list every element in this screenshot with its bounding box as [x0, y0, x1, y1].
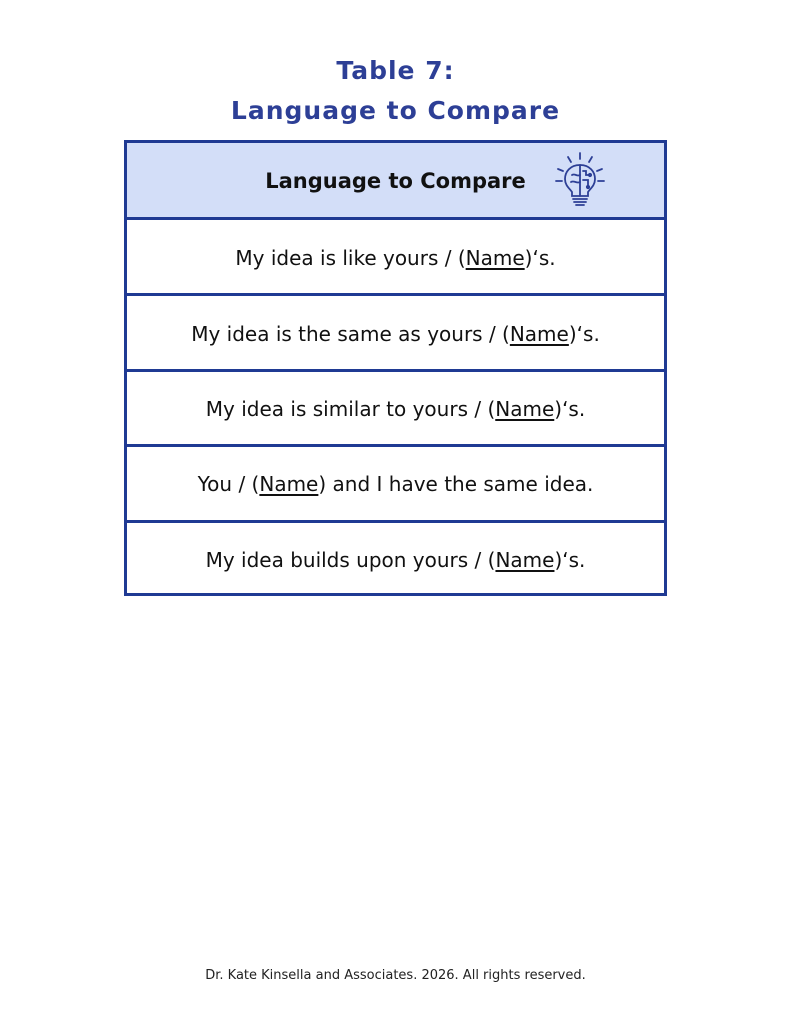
lightbulb-brain-icon [552, 151, 608, 209]
page-title-line-1: Table 7: [336, 56, 455, 85]
table-row [127, 446, 664, 521]
row-text: My idea is the same as yours / (Name)‘s. [191, 321, 600, 346]
row-text: You / (Name) and I have the same idea. [197, 471, 594, 496]
compare-language-table [124, 140, 667, 596]
table-row [127, 220, 664, 295]
table-row [127, 522, 664, 597]
row-text: My idea is similar to yours / (Name)‘s. [205, 396, 586, 421]
name-placeholder: Name [259, 471, 319, 496]
name-placeholder: Name [509, 321, 569, 346]
table-row [127, 296, 664, 371]
table-row [127, 371, 664, 446]
page-title-line-2: Language to Compare [230, 96, 561, 125]
name-placeholder: Name [495, 396, 555, 421]
row-text: My idea is like yours / (Name)‘s. [235, 245, 556, 270]
copyright-footer: Dr. Kate Kinsella and Associates. 2026. All rights reserved. [205, 968, 586, 983]
name-placeholder: Name [495, 547, 555, 572]
table-header-label: Language to Compare [265, 168, 526, 193]
row-text: My idea builds upon yours / (Name)‘s. [205, 547, 586, 572]
name-placeholder: Name [465, 245, 525, 270]
